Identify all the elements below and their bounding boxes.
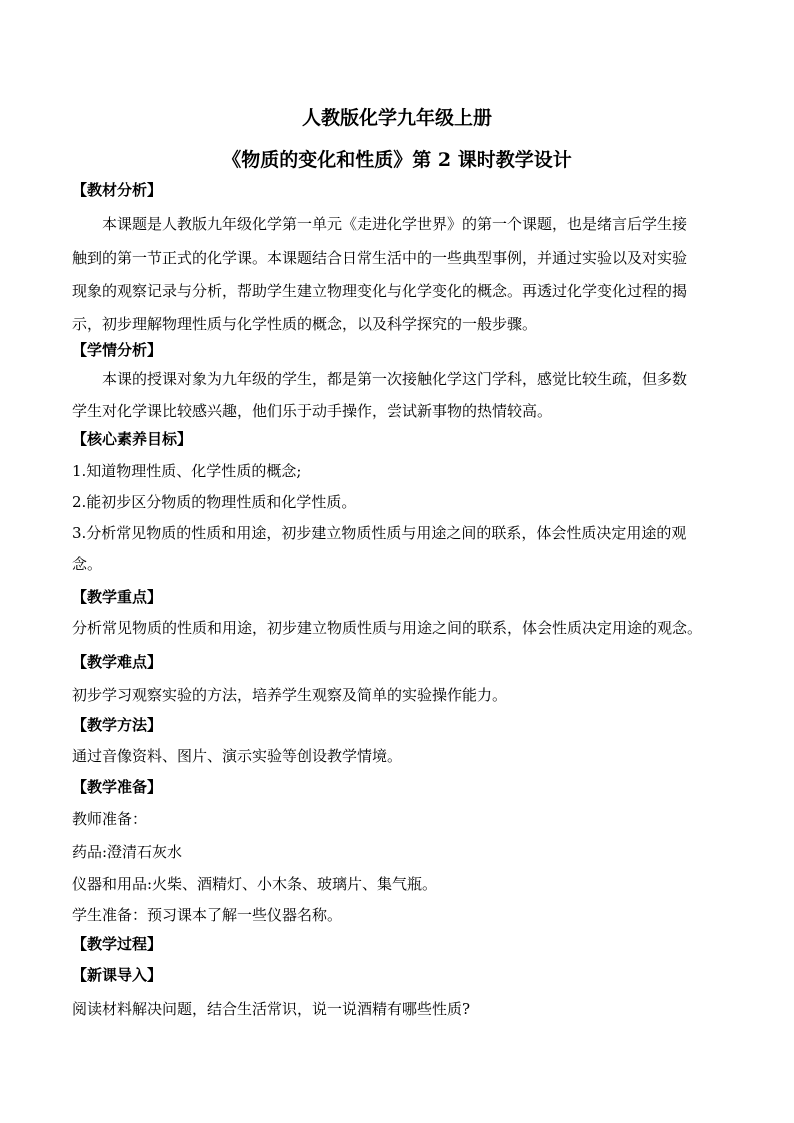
paragraph-line: 通过音像资料、图片、演示实验等创设教学情境。 xyxy=(72,747,403,765)
paragraph-line: 学生准备：预习课本了解一些仪器名称。 xyxy=(72,906,343,924)
list-item: 1.知道物理性质、化学性质的概念; xyxy=(72,462,302,480)
section-heading-textbook-analysis: 【教材分析】 xyxy=(72,181,163,199)
list-item: 3.分析常见物质的性质和用途，初步建立物质性质与用途之间的联系，体会性质决定用途的观 xyxy=(72,524,687,542)
section-heading-difficult-points: 【教学难点】 xyxy=(72,653,163,671)
section-heading-process: 【教学过程】 xyxy=(72,935,163,953)
paragraph-line: 触到的第一节正式的化学课。本课题结合日常生活中的一些典型事例，并通过实验以及对实验 xyxy=(72,249,688,267)
paragraph-line: 初步学习观察实验的方法，培养学生观察及简单的实验操作能力。 xyxy=(72,686,508,704)
paragraph-line: 本课的授课对象为九年级的学生，都是第一次接触化学这门学科，感觉比较生疏，但多数 xyxy=(102,370,688,388)
paragraph-line: 学生对化学课比较感兴趣，他们乐于动手操作，尝试新事物的热情较高。 xyxy=(72,402,553,420)
section-heading-preparation: 【教学准备】 xyxy=(72,778,163,796)
paragraph-line: 仪器和用品:火柴、酒精灯、小木条、玻璃片、集气瓶。 xyxy=(72,875,438,893)
document-subtitle: 《物质的变化和性质》第 2 课时教学设计 xyxy=(222,149,572,171)
paragraph-line: 示，初步理解物理性质与化学性质的概念，以及科学探究的一般步骤。 xyxy=(72,315,538,333)
section-heading-intro: 【新课导入】 xyxy=(72,966,163,984)
paragraph-line: 阅读材料解决问题，结合生活常识，说一说酒精有哪些性质? xyxy=(72,1000,471,1018)
document-title: 人教版化学九年级上册 xyxy=(301,107,492,129)
paragraph-line: 药品:澄清石灰水 xyxy=(72,843,183,861)
paragraph-line: 分析常见物质的性质和用途，初步建立物质性质与用途之间的联系，体会性质决定用途的观念。 xyxy=(72,619,703,637)
section-heading-core-goals: 【核心素养目标】 xyxy=(72,430,193,448)
paragraph-line: 本课题是人教版九年级化学第一单元《走进化学世界》的第一个课题，也是绪言后学生接 xyxy=(102,215,688,233)
paragraph-line: 教师准备： xyxy=(72,810,148,828)
paragraph-line: 现象的观察记录与分析，帮助学生建立物理变化与化学变化的概念。再透过化学变化过程的揭 xyxy=(72,282,688,300)
section-heading-student-analysis: 【学情分析】 xyxy=(72,341,163,359)
section-heading-key-points: 【教学重点】 xyxy=(72,588,163,606)
list-item-continuation: 念。 xyxy=(72,555,103,573)
list-item: 2.能初步区分物质的物理性质和化学性质。 xyxy=(72,493,357,511)
section-heading-methods: 【教学方法】 xyxy=(72,716,163,734)
